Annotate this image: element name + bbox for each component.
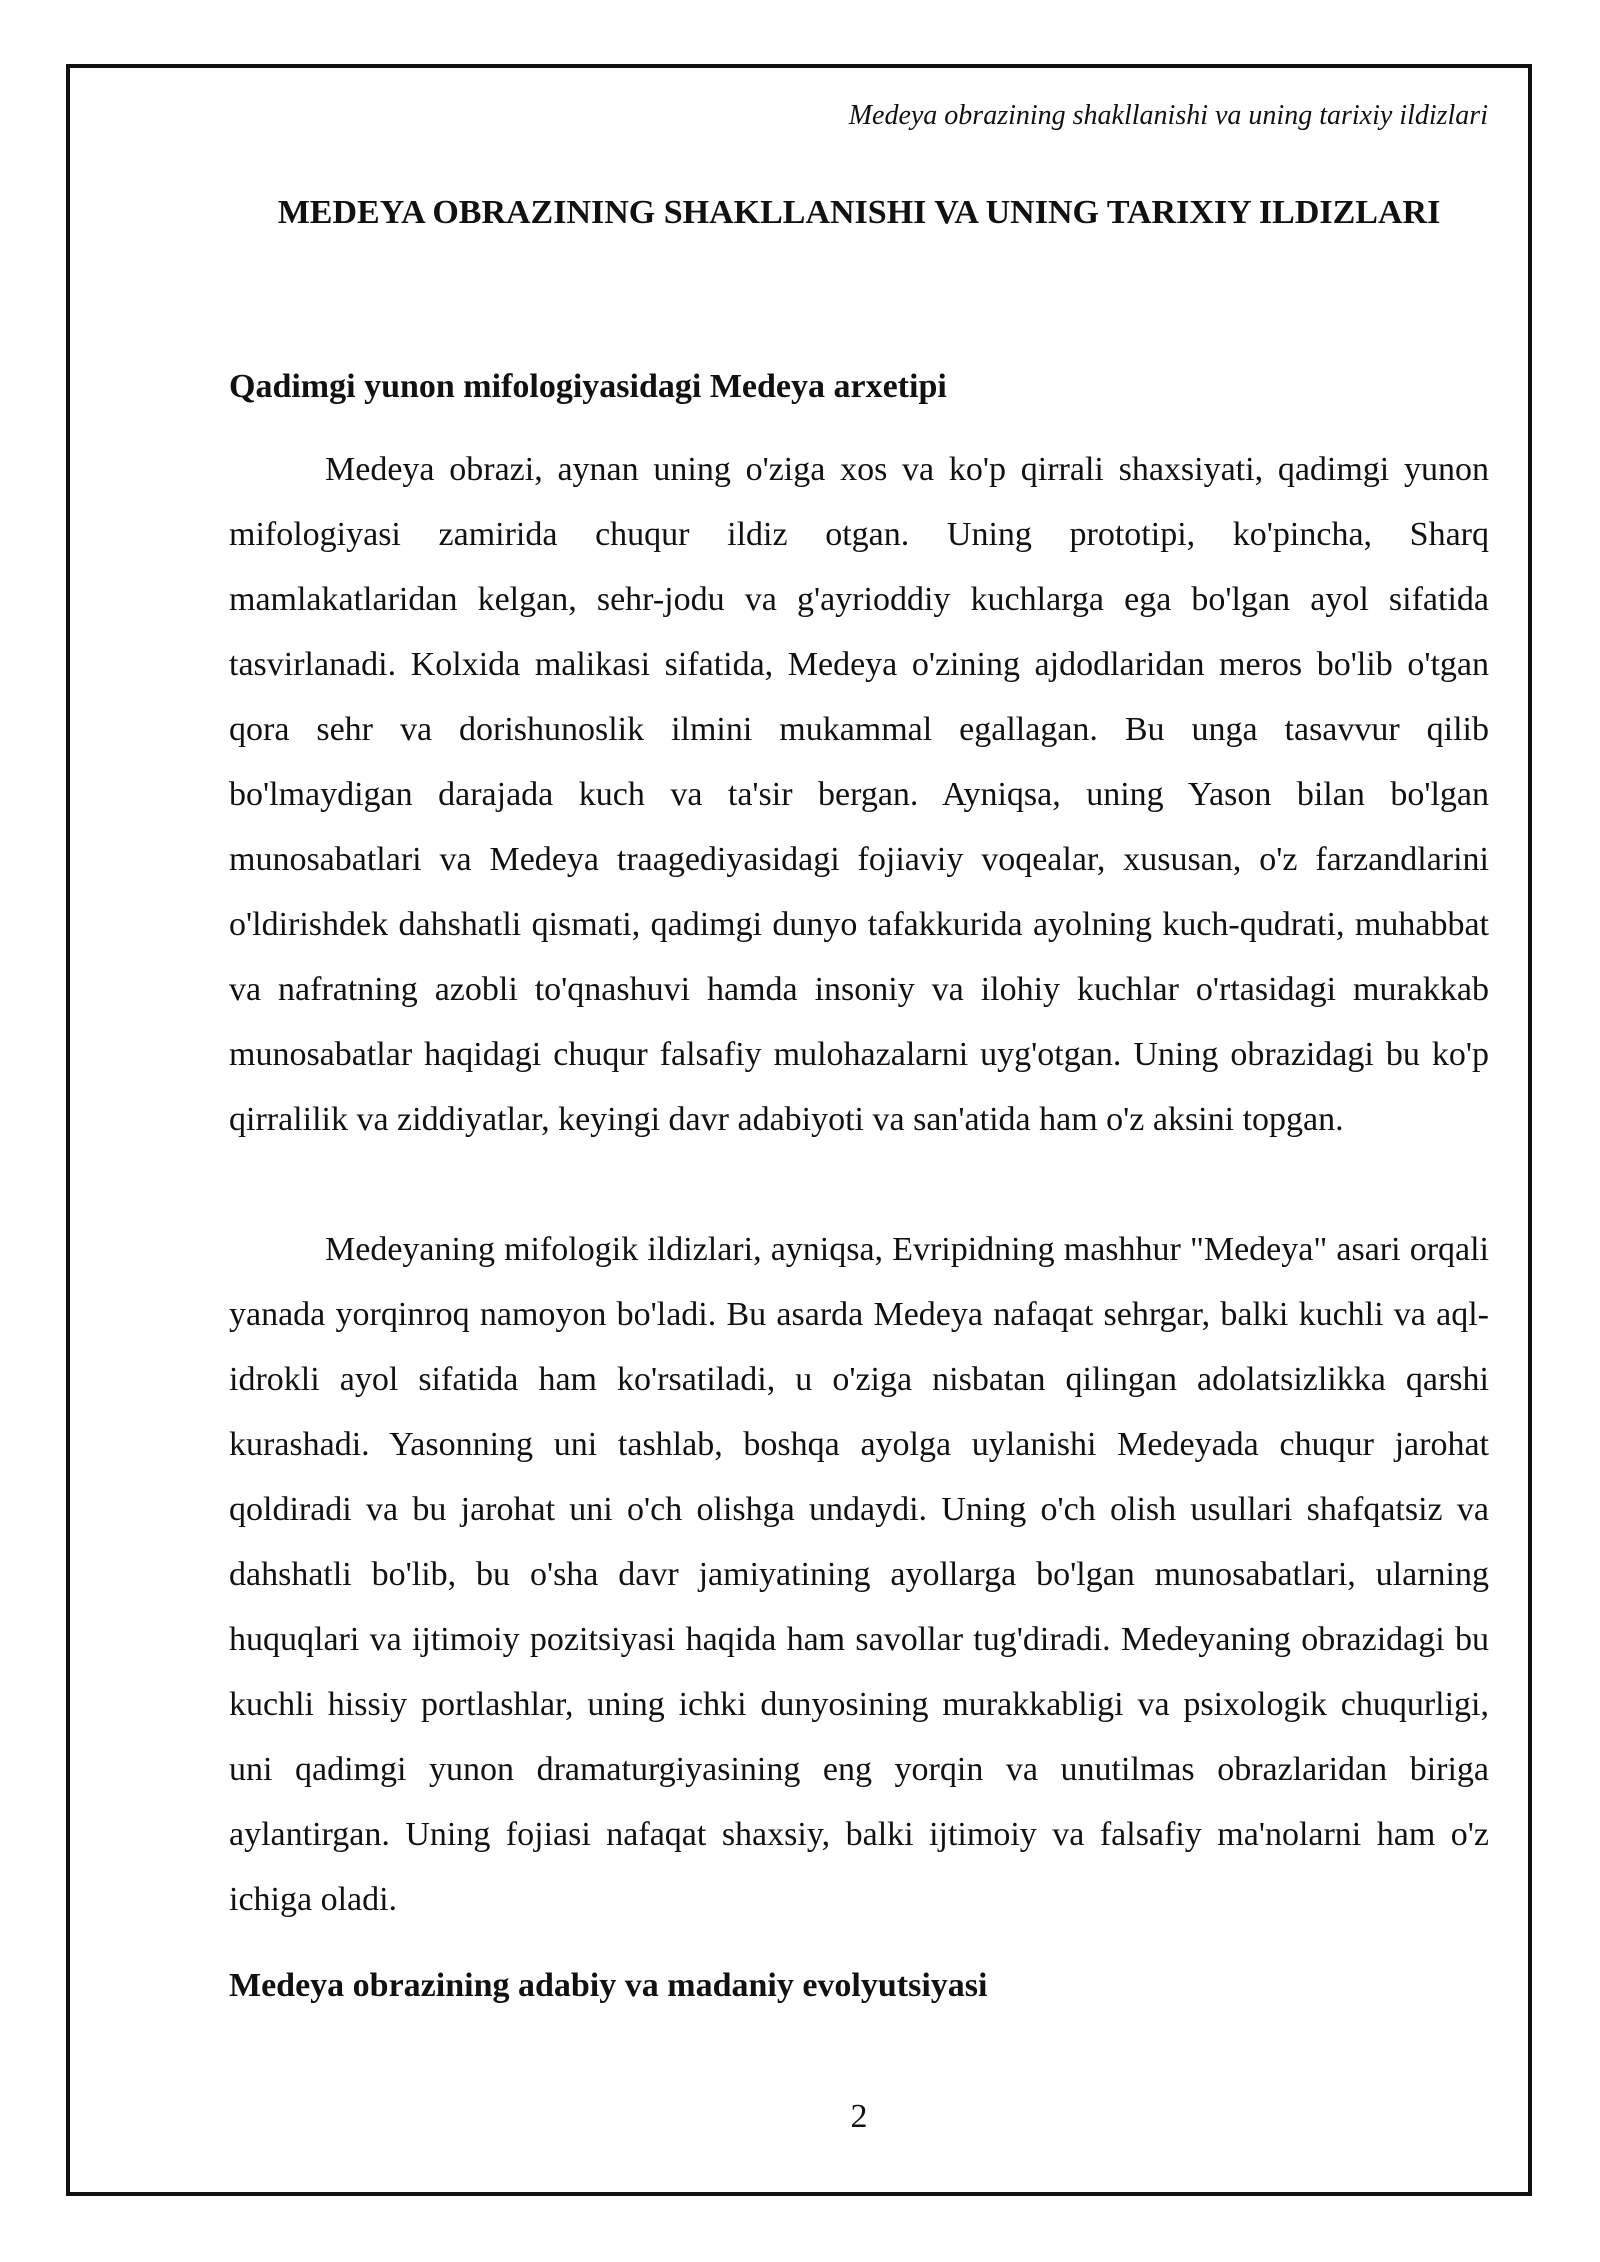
section-heading-evolution: Medeya obrazining adabiy va madaniy evolyutsiyasi [229,1967,988,2004]
running-header: Medeya obrazining shakllanishi va uning tarixiy ildizlari [848,100,1488,131]
body-paragraph: Medeya obrazi, aynan uning o'ziga xos va ko'p qirrali shaxsiyati, qadimgi yunon mifologiyasi zamirida chuqur ildiz otgan. Uning prototipi, ko'pincha, Sharq mamlakatlaridan kelgan, sehr-jodu va g'ayrioddiy kuchlarga ega bo'lgan ayol sifatida tasvirlanadi. Kolxida malikasi sifatida, Medeya o'zining ajdodlaridan meros bo'lib o'tgan qora sehr va dorishunoslik ilmini mukammal egallagan. Bu unga tasavvur qilib bo'lmaydigan darajada kuch va ta'sir bergan. Ayniqsa, uning Yason bilan bo'lgan munosabatlari va Medeya traagediyasidagi fojiaviy voqealar, xususan, o'z farzandlarini o'ldirishdek dahshatli qismati, qadimgi dunyo tafakkurida ayolning kuch-qudrati, muhabbat va nafratning azobli to'qnashuvi hamda insoniy va ilohiy kuchlar o'rtasidagi murakkab munosabatlar haqidagi chuqur falsafiy mulohazalarni uyg'otgan. Uning obrazidagi bu ko'p qirralilik va ziddiyatlar, keyingi davr adabiyoti va san'atida ham o'z aksini topgan. [229,451,1489,1138]
page-number: 2 [850,2098,868,2135]
document-title: MEDEYA OBRAZINING SHAKLLANISHI VA UNING TARIXIY ILDIZLARI [277,194,1441,231]
section-heading-archetype: Qadimgi yunon mifologiyasidagi Medeya arxetipi [229,368,947,405]
body-paragraph: Medeyaning mifologik ildizlari, ayniqsa, Evripidning mashhur "Medeya" asari orqali yanada yorqinroq namoyon bo'ladi. Bu asarda Medeya nafaqat sehrgar, balki kuchli va aql-idrokli ayol sifatida ham ko'rsatiladi, u o'ziga nisbatan qilingan adolatsizlikka qarshi kurashadi. Yasonning uni tashlab, boshqa ayolga uylanishi Medeyada chuqur jarohat qoldiradi va bu jarohat uni o'ch olishga undaydi. Uning o'ch olish usullari shafqatsiz va dahshatli bo'lib, bu o'sha davr jamiyatining ayollarga bo'lgan munosabatlari, ularning huquqlari va ijtimoiy pozitsiyasi haqida ham savollar tug'diradi. Medeyaning obrazidagi bu kuchli hissiy portlashlar, uning ichki dunyosining murakkabligi va psixologik chuqurligi, uni qadimgi yunon dramaturgiyasining eng yorqin va unutilmas obrazlaridan biriga aylantirgan. Uning fojiasi nafaqat shaxsiy, balki ijtimoiy va falsafiy ma'nolarni ham o'z ichiga oladi. [229,1231,1489,1918]
